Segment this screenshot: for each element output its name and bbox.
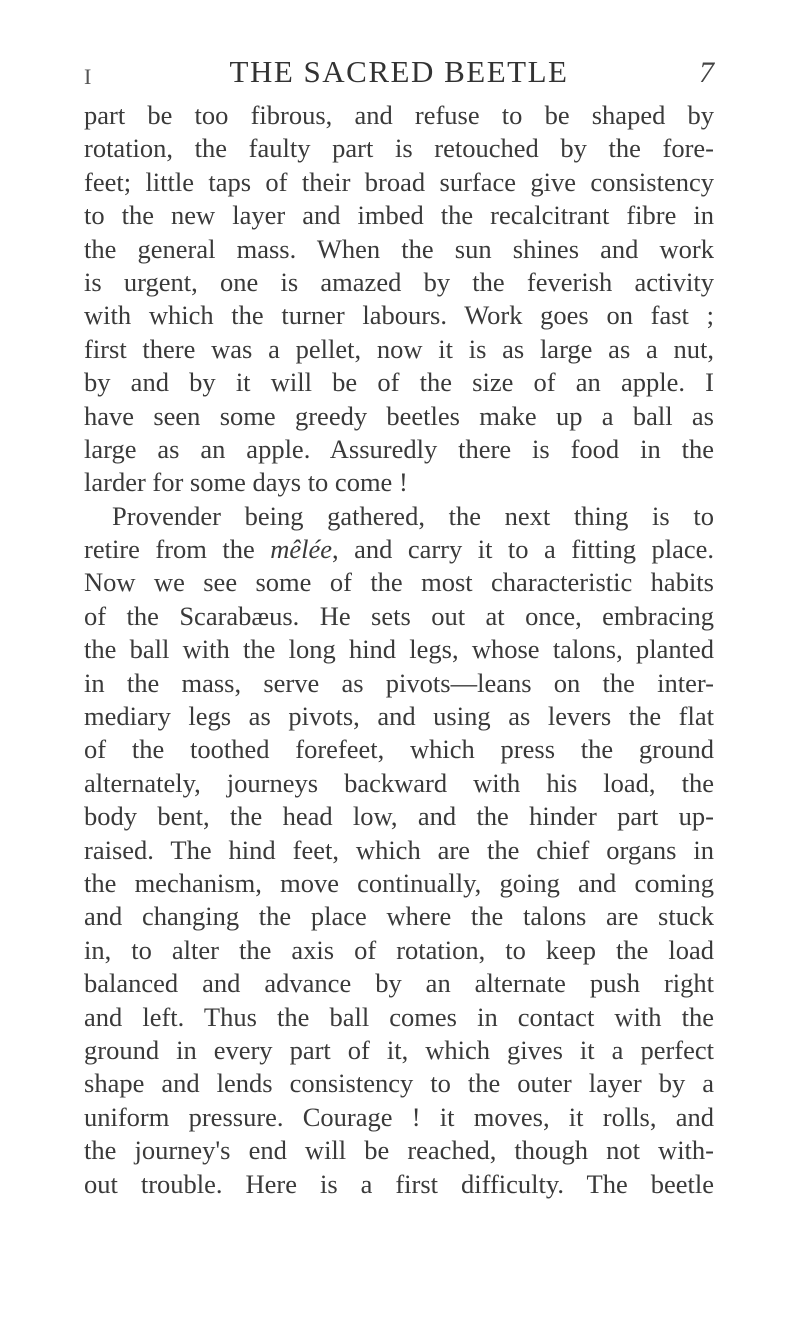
text-line: the ball with the long hind legs, whose talons, planted <box>84 634 714 665</box>
text-line: the journey's end will be reached, though not with- <box>84 1135 714 1166</box>
text-line: of the toothed forefeet, which press the ground <box>84 734 714 765</box>
text-line: larder for some days to come ! <box>84 467 408 498</box>
paragraph-2 <box>84 500 714 1201</box>
page-number: 7 <box>699 56 714 89</box>
text-line: Provender being gathered, the next thing is to <box>112 500 714 531</box>
text-line: large as an apple. Assuredly there is food in the <box>84 433 714 464</box>
text-segment: retire from the <box>84 534 271 565</box>
text-line: raised. The hind feet, which are the chief organs in <box>84 834 714 865</box>
text-line: to the new layer and imbed the recalcitrant fibre in <box>84 200 714 231</box>
text-segment: , and carry it to a fitting place. <box>332 534 714 565</box>
text-line: rotation, the faulty part is retouched by the fore- <box>84 133 714 164</box>
text-line: body bent, the head low, and the hinder part up- <box>84 801 714 832</box>
paragraph-2-continuation <box>84 566 714 1200</box>
text-line: in the mass, serve as pivots—leans on the inter- <box>84 667 714 698</box>
text-line: first there was a pellet, now it is as large as a nut, <box>84 333 714 364</box>
running-title: THE SACRED BEETLE <box>229 54 569 89</box>
text-line: by and by it will be of the size of an apple. I <box>84 367 714 398</box>
text-line: Now we see some of the most characteristic habits <box>84 567 714 598</box>
text-line: is urgent, one is amazed by the feverish activity <box>84 266 714 297</box>
italic-term: mêlée <box>270 534 332 565</box>
text-line: mediary legs as pivots, and using as levers the flat <box>84 701 714 732</box>
text-line: part be too fibrous, and refuse to be shaped by <box>84 100 714 130</box>
text-line: in, to alter the axis of rotation, to keep the load <box>84 934 714 965</box>
chapter-number: I <box>84 64 92 89</box>
text-line: and left. Thus the ball comes in contact with the <box>84 1001 714 1032</box>
body-text <box>84 99 714 1201</box>
text-line: of the Scarabæus. He sets out at once, embracing <box>84 600 714 631</box>
text-line: alternately, journeys backward with his load, the <box>84 767 714 798</box>
text-line: balanced and advance by an alternate push right <box>84 968 714 999</box>
text-line <box>84 533 714 566</box>
text-line: feet; little taps of their broad surface give consistency <box>84 166 714 197</box>
text-line: with which the turner labours. Work goes on fast ; <box>84 300 714 331</box>
text-line: the mechanism, move continually, going and coming <box>84 867 714 898</box>
text-line: out trouble. Here is a first difficulty. The beetle <box>84 1168 714 1199</box>
text-line: the general mass. When the sun shines and work <box>84 233 714 264</box>
paragraph-1 <box>84 99 714 500</box>
text-line: shape and lends consistency to the outer layer by a <box>84 1068 714 1099</box>
text-line: uniform pressure. Courage ! it moves, it rolls, and <box>84 1101 714 1132</box>
text-line: and changing the place where the talons are stuck <box>84 901 714 932</box>
text-line: ground in every part of it, which gives it a perfect <box>84 1034 714 1065</box>
text-line: have seen some greedy beetles make up a ball as <box>84 400 714 431</box>
running-head <box>84 52 714 92</box>
